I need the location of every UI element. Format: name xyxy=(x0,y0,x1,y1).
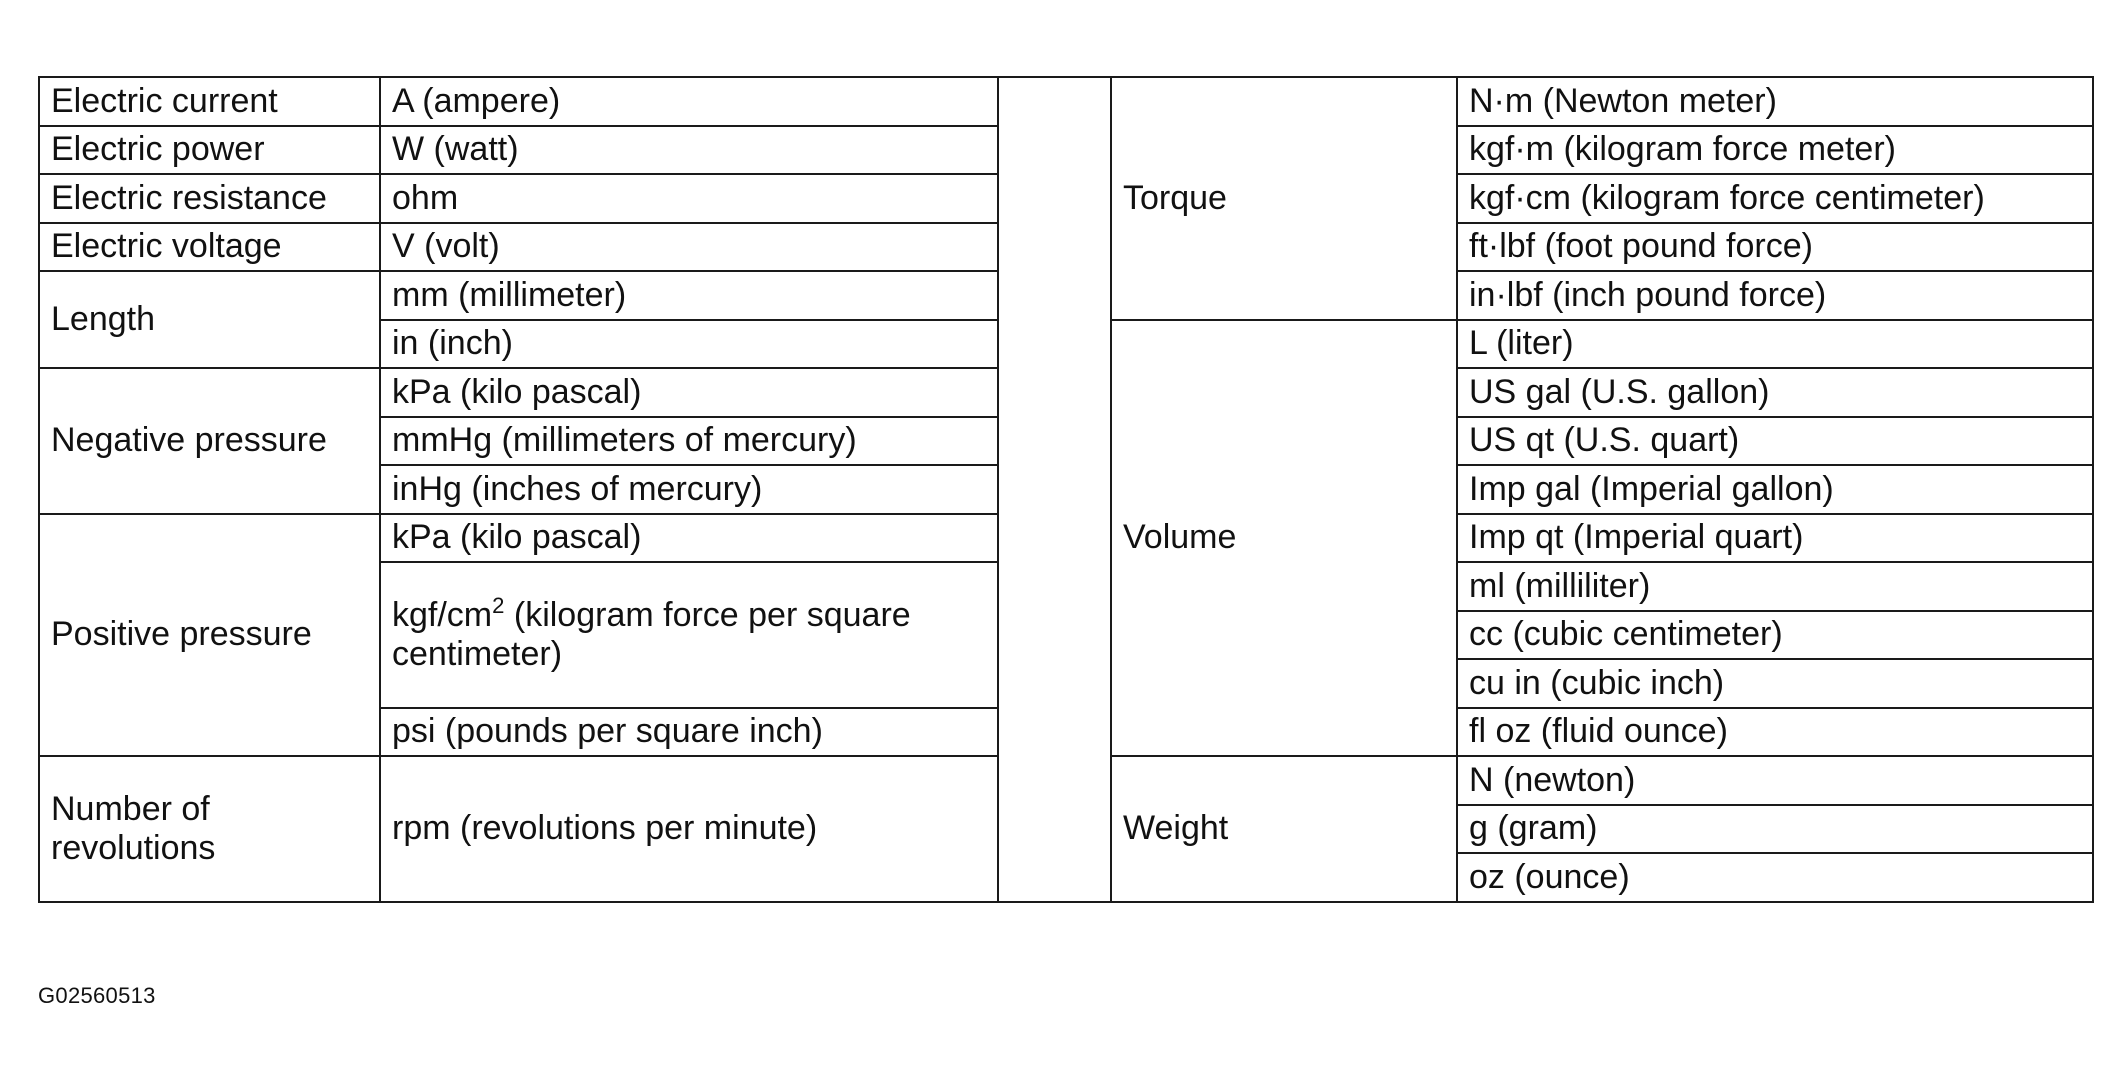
quantity-electric-power: Electric power xyxy=(39,126,380,175)
figure-code: G02560513 xyxy=(38,983,156,1008)
unit-cell: fl oz (fluid ounce) xyxy=(1457,708,2093,757)
unit-cell: inHg (inches of mercury) xyxy=(380,465,998,514)
quantity-length: Length xyxy=(39,271,380,368)
unit-cell: Imp gal (Imperial gallon) xyxy=(1457,465,2093,514)
unit-suffix: (kilogram force per square centimeter) xyxy=(392,595,911,673)
unit-cell: L (liter) xyxy=(1457,320,2093,369)
unit-cell: g (gram) xyxy=(1457,805,2093,854)
unit-cell: Imp qt (Imperial quart) xyxy=(1457,514,2093,563)
unit-cell: in (inch) xyxy=(380,320,998,369)
unit-cell: US qt (U.S. quart) xyxy=(1457,417,2093,466)
unit-cell: cc (cubic centimeter) xyxy=(1457,611,2093,660)
unit-prefix: kgf/cm xyxy=(392,595,493,634)
unit-cell: cu in (cubic inch) xyxy=(1457,659,2093,708)
unit-cell: ft·lbf (foot pound force) xyxy=(1457,223,2093,272)
quantity-torque: Torque xyxy=(1111,77,1457,320)
unit-cell: kgf·cm (kilogram force centimeter) xyxy=(1457,174,2093,223)
unit-cell: mmHg (millimeters of mercury) xyxy=(380,417,998,466)
quantity-electric-voltage: Electric voltage xyxy=(39,223,380,272)
unit-cell: W (watt) xyxy=(380,126,998,175)
units-table xyxy=(38,76,2094,903)
unit-cell: V (volt) xyxy=(380,223,998,272)
unit-cell: kPa (kilo pascal) xyxy=(380,368,998,417)
unit-cell: N (newton) xyxy=(1457,756,2093,805)
unit-cell: mm (millimeter) xyxy=(380,271,998,320)
unit-cell: ml (milliliter) xyxy=(1457,562,2093,611)
quantity-number-of-revolutions: Number of revolutions xyxy=(39,756,380,902)
unit-cell: A (ampere) xyxy=(380,77,998,126)
unit-cell: US gal (U.S. gallon) xyxy=(1457,368,2093,417)
quantity-positive-pressure: Positive pressure xyxy=(39,514,380,757)
unit-superscript: 2 xyxy=(492,592,505,618)
unit-cell: rpm (revolutions per minute) xyxy=(380,756,998,902)
unit-cell-kgf-cm2 xyxy=(380,562,998,708)
unit-cell: oz (ounce) xyxy=(1457,853,2093,902)
quantity-electric-current: Electric current xyxy=(39,77,380,126)
unit-cell: psi (pounds per square inch) xyxy=(380,708,998,757)
unit-cell: in·lbf (inch pound force) xyxy=(1457,271,2093,320)
unit-cell: ohm xyxy=(380,174,998,223)
unit-cell: kPa (kilo pascal) xyxy=(380,514,998,563)
quantity-volume: Volume xyxy=(1111,320,1457,757)
unit-cell: N·m (Newton meter) xyxy=(1457,77,2093,126)
unit-cell: kgf·m (kilogram force meter) xyxy=(1457,126,2093,175)
quantity-weight: Weight xyxy=(1111,756,1457,902)
column-gap xyxy=(998,77,1111,902)
quantity-negative-pressure: Negative pressure xyxy=(39,368,380,514)
table-row xyxy=(39,77,2093,126)
quantity-electric-resistance: Electric resistance xyxy=(39,174,380,223)
